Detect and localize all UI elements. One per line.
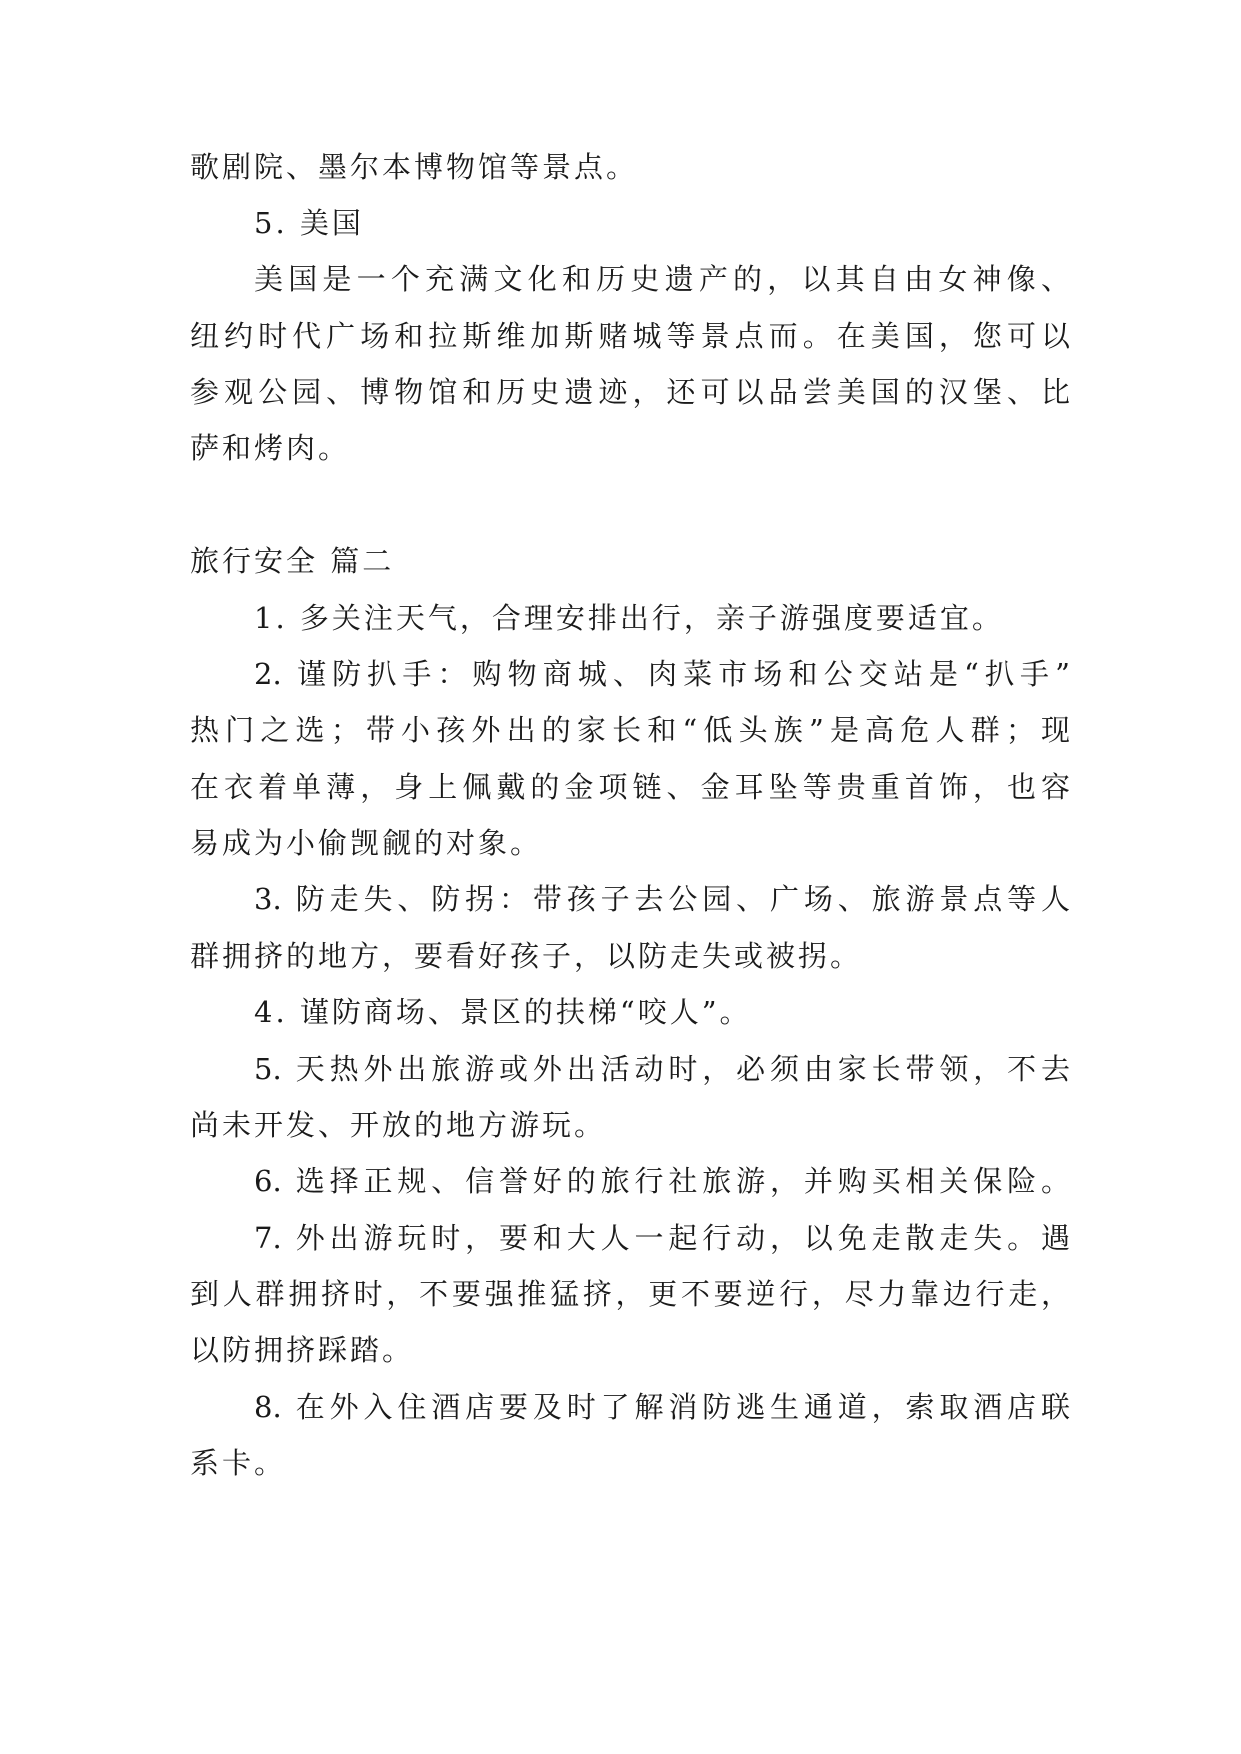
list-item: 1. 多关注天气，合理安排出行，亲子游强度要适宜。 [254, 601, 1004, 635]
text-line: 易成为小偷觊觎的对象。 [190, 826, 543, 860]
list-item: 8. 在外入住酒店要及时了解消防逃生通道，索取酒店联 [254, 1390, 1070, 1424]
text-line: 到人群拥挤时，不要强推猛挤，更不要逆行，尽力靠边行走， [190, 1277, 1070, 1311]
section-title-safety: 旅行安全 篇二 [190, 544, 395, 578]
text-line: 尚未开发、开放的地方游玩。 [190, 1108, 607, 1142]
text-line: 歌剧院、墨尔本博物馆等景点。 [190, 150, 639, 184]
list-item: 5. 天热外出旅游或外出活动时，必须由家长带领，不去 [254, 1052, 1070, 1086]
text-line: 系卡。 [190, 1446, 287, 1480]
text-line: 以防拥挤踩踏。 [190, 1333, 415, 1367]
list-item: 6. 选择正规、信誉好的旅行社旅游，并购买相关保险。 [254, 1164, 1070, 1198]
text-line: 在衣着单薄，身上佩戴的金项链、金耳坠等贵重首饰，也容 [190, 770, 1070, 804]
text-line: 萨和烤肉。 [190, 431, 351, 465]
list-item: 2. 谨防扒手：购物商城、肉菜市场和公交站是“扒手” [254, 657, 1070, 691]
text-line: 纽约时代广场和拉斯维加斯赌城等景点而。在美国，您可以 [190, 319, 1070, 353]
list-item: 4. 谨防商场、景区的扶梯“咬人”。 [254, 995, 752, 1029]
list-item: 3. 防走失、防拐：带孩子去公园、广场、旅游景点等人 [254, 882, 1070, 916]
list-item: 7. 外出游玩时，要和大人一起行动，以免走散走失。遇 [254, 1221, 1070, 1255]
section-heading-usa: 5. 美国 [254, 206, 364, 240]
text-line: 热门之选；带小孩外出的家长和“低头族”是高危人群；现 [190, 713, 1070, 747]
text-line: 美国是一个充满文化和历史遗产的，以其自由女神像、 [254, 262, 1070, 296]
text-line: 群拥挤的地方，要看好孩子，以防走失或被拐。 [190, 939, 863, 973]
text-line: 参观公园、博物馆和历史遗迹，还可以品尝美国的汉堡、比 [190, 375, 1070, 409]
